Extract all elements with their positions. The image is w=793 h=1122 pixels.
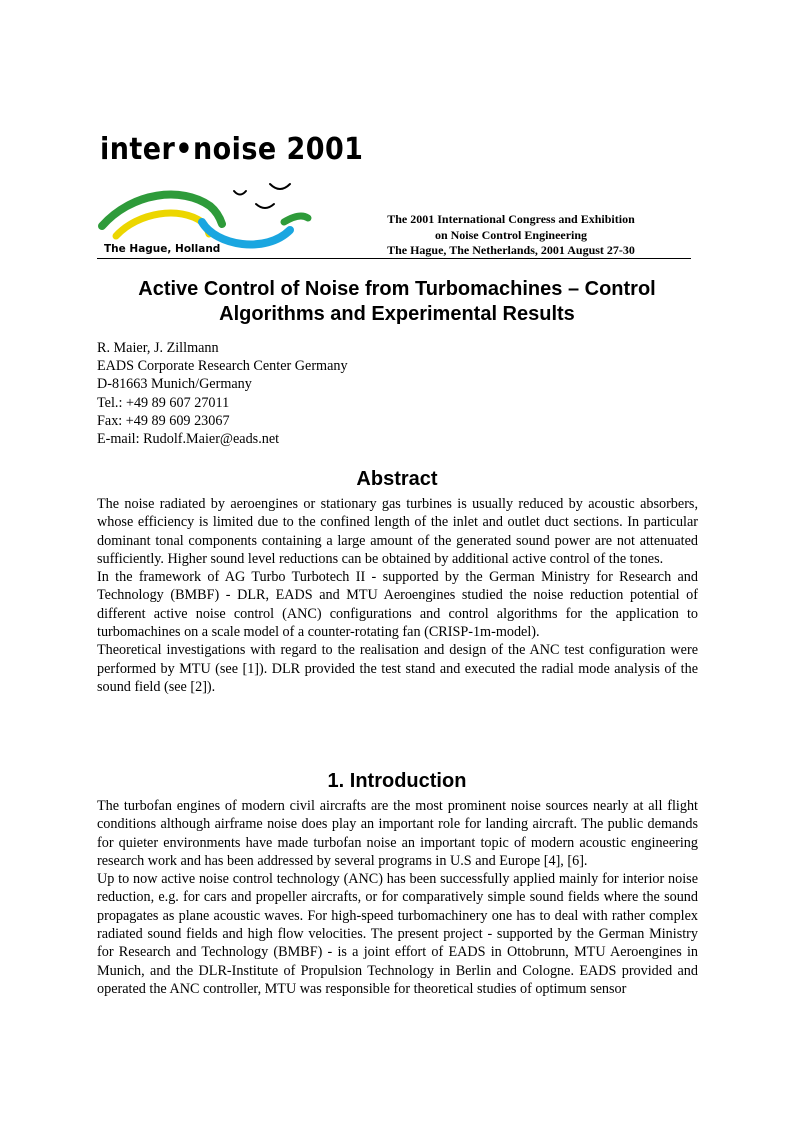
abstract-paragraph: Theoretical investigations with regard to the realisation and design of the ANC test configuration were performed by MTU (see [1]). DLR provided the test stand and executed the radial mode analysis of the sound field (see [2]). xyxy=(97,642,698,695)
author-block xyxy=(97,339,348,448)
conference-line: The 2001 International Congress and Exhibition xyxy=(387,212,635,226)
conference-header xyxy=(365,212,657,259)
author-tel: Tel.: +49 89 607 27011 xyxy=(97,394,230,411)
author-address: D-81663 Munich/Germany xyxy=(97,376,252,393)
introduction-heading: 1. Introduction xyxy=(327,770,467,792)
conference-line: on Noise Control Engineering xyxy=(434,227,588,242)
conference-logo-wordmark: inter•noise 2001 xyxy=(100,132,364,167)
abstract-paragraph: The noise radiated by aeroengines or stationary gas turbines is usually reduced by acoustic absorbers, whose efficiency is limited due to the confined length of the inlet and outlet duct sections. In particular dominant tonal components containing a large amount of the generated sound power are not attenuated sufficiently. Higher sound level reductions can be obtained by additional active control of the tones. xyxy=(97,496,698,567)
abstract-paragraph: In the framework of AG Turbo Turbotech II - supported by the German Ministry for Research and Technology (BMBF) - DLR, EADS and MTU Aeroengines studied the noise reduction potential of different active noise control (ANC) configurations and control algorithms for the application to turbomachines on a scale model of a counter-rotating fan (CRISP-1m-model). xyxy=(97,569,698,641)
author-names: R. Maier, J. Zillmann xyxy=(97,340,219,356)
conference-line: The Hague, The Netherlands, 2001 August 27-30 xyxy=(387,243,635,257)
logo-smile-mark xyxy=(256,204,274,208)
introduction-paragraph: Up to now active noise control technology (ANC) has been successfully applied mainly for interior noise reduction, e.g. for cars and propeller aircrafts, or for comparatively simple sound fields where the sound propagates as plane acoustic waves. For high-speed turbomachinery one has to deal with rather complex radiated sound fields and high flow velocities. The present project - supported by the German Ministry for Research and Technology (BMBF) - is a joint effort of EADS in Ottobrunn, MTU Aeroengines in Munich, and the DLR-Institute of Propulsion Technology in Berlin and Cologne. EADS provided and operated the ANC controller, MTU was responsible for theoretical studies of optimum sensor xyxy=(97,871,698,997)
logo-smile-mark xyxy=(234,191,246,195)
paper-title-line: Active Control of Noise from Turbomachines – Control xyxy=(138,278,656,300)
introduction-body xyxy=(97,797,698,998)
logo-green-swoosh xyxy=(284,216,308,222)
conference-logo-city: The Hague, Holland xyxy=(104,243,221,255)
logo-yellow-arc xyxy=(116,213,209,236)
paper-title xyxy=(97,277,697,327)
author-affiliation: EADS Corporate Research Center Germany xyxy=(97,358,348,375)
logo-blue-arc xyxy=(202,222,290,244)
author-fax: Fax: +49 89 609 23067 xyxy=(97,412,230,429)
paper-title-line: Algorithms and Experimental Results xyxy=(219,303,575,325)
logo-smile-mark xyxy=(270,184,290,189)
abstract-body xyxy=(97,495,698,696)
introduction-paragraph: The turbofan engines of modern civil aircrafts are the most prominent noise sources nearly at all flight conditions although airframe noise does play an important role for landing aircraft. The public demands for quieter environments have made turbofan noise an important topic of modern acoustic engineering research work and has been addressed by several programs in U.S and Europe [4], [6]. xyxy=(97,798,698,869)
author-email: E-mail: Rudolf.Maier@eads.net xyxy=(97,431,280,448)
header-rule xyxy=(97,258,691,259)
abstract-heading: Abstract xyxy=(356,468,438,490)
